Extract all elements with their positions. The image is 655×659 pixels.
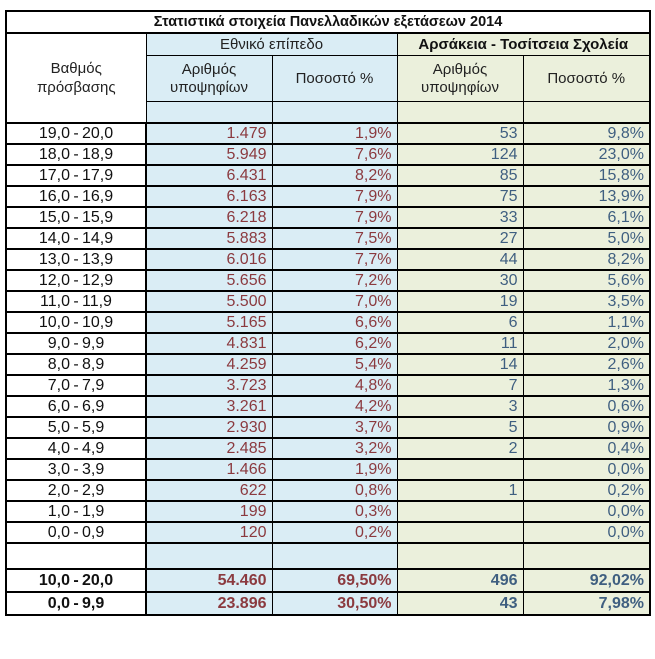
- range-separator: -: [73, 124, 79, 142]
- national-percent-cell: 7,9%: [272, 186, 397, 207]
- schools-count-cell: 43: [397, 592, 523, 615]
- range-separator: -: [73, 523, 79, 541]
- range-to: 20,0: [82, 124, 114, 142]
- schools-percent-cell: 15,8%: [523, 165, 650, 186]
- schools-percent-header: Ποσοστό %: [523, 56, 650, 102]
- table-row: [6, 312, 650, 333]
- schools-count-cell: 44: [397, 249, 523, 270]
- grade-range-cell: [6, 207, 146, 228]
- national-count-cell: 5.883: [146, 228, 272, 249]
- schools-count-cell: 2: [397, 438, 523, 459]
- range-to: 20,0: [82, 571, 114, 589]
- schools-header: Αρσάκεια - Τοσίτσεια Σχολεία: [397, 33, 650, 56]
- range-separator: -: [73, 187, 79, 205]
- range-separator: -: [73, 397, 79, 415]
- range-from: 19,0: [38, 124, 70, 142]
- summary-row: [6, 592, 650, 615]
- schools-percent-cell: 0,6%: [523, 396, 650, 417]
- schools-percent-cell: 5,6%: [523, 270, 650, 291]
- range-to: 6,9: [82, 397, 105, 415]
- range-from: 16,0: [38, 187, 70, 205]
- grade-range: [14, 251, 138, 269]
- national-percent-cell: 8,2%: [272, 165, 397, 186]
- spacer-cell: [523, 543, 650, 569]
- national-count-cell: 6.163: [146, 186, 272, 207]
- schools-count-cell: 30: [397, 270, 523, 291]
- range-separator: -: [73, 229, 79, 247]
- schools-percent-cell: 0,9%: [523, 417, 650, 438]
- national-count-cell: 1.466: [146, 459, 272, 480]
- grade-range-cell: [6, 592, 146, 615]
- table-row: [6, 375, 650, 396]
- empty-cell: [397, 102, 523, 124]
- range-separator: -: [73, 376, 79, 394]
- national-percent-cell: 3,2%: [272, 438, 397, 459]
- range-to: 17,9: [82, 166, 114, 184]
- range-from: 12,0: [38, 271, 70, 289]
- table-row: [6, 165, 650, 186]
- grade-range: [14, 377, 138, 395]
- grade-range: [14, 293, 138, 311]
- range-to: 16,9: [82, 187, 114, 205]
- national-percent-cell: 7,5%: [272, 228, 397, 249]
- schools-count-cell: 14: [397, 354, 523, 375]
- range-separator: -: [73, 355, 79, 373]
- range-to: 4,9: [82, 439, 105, 457]
- national-percent-cell: 0,2%: [272, 522, 397, 543]
- schools-percent-cell: 0,0%: [523, 522, 650, 543]
- range-from: 8,0: [47, 355, 70, 373]
- national-percent-cell: 3,7%: [272, 417, 397, 438]
- range-to: 11,9: [82, 292, 112, 310]
- spacer-cell: [272, 543, 397, 569]
- schools-percent-cell: 0,0%: [523, 459, 650, 480]
- range-from: 2,0: [47, 481, 70, 499]
- grade-range-cell: [6, 228, 146, 249]
- range-to: 8,9: [82, 355, 105, 373]
- table-row: [6, 123, 650, 144]
- range-from: 1,0: [47, 502, 70, 520]
- national-percent-cell: 30,50%: [272, 592, 397, 615]
- exam-statistics-table: [5, 10, 651, 616]
- spacer-row: [6, 543, 650, 569]
- national-percent-cell: 5,4%: [272, 354, 397, 375]
- grade-range-cell: [6, 417, 146, 438]
- range-from: 10,0: [38, 313, 70, 331]
- grade-range-cell: [6, 569, 146, 592]
- national-count-cell: 3.261: [146, 396, 272, 417]
- table-row: [6, 270, 650, 291]
- range-from: 18,0: [38, 145, 70, 163]
- schools-count-cell: [397, 522, 523, 543]
- schools-percent-cell: 1,3%: [523, 375, 650, 396]
- range-from: 13,0: [38, 250, 70, 268]
- range-to: 13,9: [82, 250, 114, 268]
- table-row: [6, 249, 650, 270]
- grade-range-cell: [6, 186, 146, 207]
- schools-count-cell: 33: [397, 207, 523, 228]
- schools-count-cell: 85: [397, 165, 523, 186]
- range-to: 3,9: [82, 460, 105, 478]
- national-count-cell: 5.500: [146, 291, 272, 312]
- national-count-cell: 4.831: [146, 333, 272, 354]
- grade-range: [14, 146, 138, 164]
- grade-range-cell: [6, 375, 146, 396]
- schools-count-cell: 6: [397, 312, 523, 333]
- schools-percent-cell: 23,0%: [523, 144, 650, 165]
- spacer-cell: [146, 543, 272, 569]
- range-separator: -: [73, 271, 79, 289]
- range-separator: -: [73, 145, 79, 163]
- schools-percent-cell: 2,0%: [523, 333, 650, 354]
- grade-range: [14, 167, 138, 185]
- schools-count-cell: 5: [397, 417, 523, 438]
- grade-range: [14, 524, 138, 542]
- grade-header: [6, 33, 146, 123]
- range-separator: -: [73, 334, 79, 352]
- schools-count-cell: 7: [397, 375, 523, 396]
- national-count-cell: 6.431: [146, 165, 272, 186]
- national-percent-cell: 0,8%: [272, 480, 397, 501]
- national-percent-cell: 6,6%: [272, 312, 397, 333]
- national-percent-cell: 0,3%: [272, 501, 397, 522]
- range-from: 15,0: [38, 208, 70, 226]
- range-separator: -: [73, 208, 79, 226]
- range-to: 18,9: [82, 145, 114, 163]
- schools-count-cell: 75: [397, 186, 523, 207]
- table-row: [6, 144, 650, 165]
- group-header-row: [6, 33, 650, 56]
- range-to: 9,9: [82, 594, 105, 612]
- national-count-cell: 4.259: [146, 354, 272, 375]
- national-percent-cell: 7,9%: [272, 207, 397, 228]
- table-row: [6, 207, 650, 228]
- statistics-table-container: [5, 10, 651, 616]
- range-separator: -: [73, 166, 79, 184]
- grade-range: [14, 595, 138, 613]
- schools-percent-cell: 0,0%: [523, 501, 650, 522]
- national-count-cell: 120: [146, 522, 272, 543]
- range-from: 14,0: [38, 229, 70, 247]
- grade-range: [14, 461, 138, 479]
- national-count-cell: 2.485: [146, 438, 272, 459]
- national-percent-cell: 7,6%: [272, 144, 397, 165]
- grade-range: [14, 440, 138, 458]
- range-from: 4,0: [47, 439, 70, 457]
- grade-range: [14, 503, 138, 521]
- table-row: [6, 291, 650, 312]
- grade-range: [14, 356, 138, 374]
- grade-range: [14, 272, 138, 290]
- grade-range-cell: [6, 438, 146, 459]
- schools-count-cell: 19: [397, 291, 523, 312]
- national-percent-cell: 69,50%: [272, 569, 397, 592]
- national-count-cell: 3.723: [146, 375, 272, 396]
- range-from: 0,0: [47, 594, 70, 612]
- grade-range-cell: [6, 249, 146, 270]
- range-separator: -: [73, 594, 79, 612]
- grade-range-cell: [6, 123, 146, 144]
- range-separator: -: [73, 460, 79, 478]
- range-to: 15,9: [82, 208, 114, 226]
- schools-percent-cell: 3,5%: [523, 291, 650, 312]
- grade-header-label: Βαθμός πρόσβασης: [36, 60, 116, 96]
- range-from: 0,0: [47, 523, 70, 541]
- national-percent-cell: 1,9%: [272, 459, 397, 480]
- national-level-header: Εθνικό επίπεδο: [146, 33, 397, 56]
- range-separator: -: [73, 481, 79, 499]
- table-row: [6, 480, 650, 501]
- national-count-cell: 5.656: [146, 270, 272, 291]
- range-separator: -: [73, 313, 79, 331]
- schools-count-cell: [397, 459, 523, 480]
- range-separator: -: [73, 571, 79, 589]
- schools-count-cell: 1: [397, 480, 523, 501]
- grade-range: [14, 482, 138, 500]
- table-row: [6, 228, 650, 249]
- grade-range: [14, 335, 138, 353]
- national-count-cell: 1.479: [146, 123, 272, 144]
- national-percent-cell: 7,7%: [272, 249, 397, 270]
- schools-count-cell: 53: [397, 123, 523, 144]
- range-to: 12,9: [82, 271, 114, 289]
- schools-percent-cell: 92,02%: [523, 569, 650, 592]
- grade-range: [14, 419, 138, 437]
- range-from: 7,0: [47, 376, 70, 394]
- schools-count-cell: 496: [397, 569, 523, 592]
- schools-percent-cell: 8,2%: [523, 249, 650, 270]
- range-separator: -: [73, 418, 79, 436]
- grade-range-cell: [6, 459, 146, 480]
- empty-cell: [523, 102, 650, 124]
- grade-range: [14, 572, 138, 590]
- spacer-cell: [397, 543, 523, 569]
- national-percent-cell: 6,2%: [272, 333, 397, 354]
- range-from: 6,0: [47, 397, 70, 415]
- range-from: 10,0: [38, 571, 70, 589]
- grade-range: [14, 209, 138, 227]
- range-to: 10,9: [82, 313, 114, 331]
- national-count-cell: 199: [146, 501, 272, 522]
- summary-row: [6, 569, 650, 592]
- national-count-cell: 54.460: [146, 569, 272, 592]
- table-title: Στατιστικά στοιχεία Πανελλαδικών εξετάσεων 2014: [6, 11, 650, 33]
- national-percent-cell: 7,0%: [272, 291, 397, 312]
- national-percent-cell: 4,2%: [272, 396, 397, 417]
- grade-range-cell: [6, 354, 146, 375]
- grade-range-cell: [6, 396, 146, 417]
- national-percent-cell: 7,2%: [272, 270, 397, 291]
- grade-range-cell: [6, 333, 146, 354]
- national-percent-cell: 1,9%: [272, 123, 397, 144]
- grade-range: [14, 314, 138, 332]
- national-percent-header: Ποσοστό %: [272, 56, 397, 102]
- grade-range-cell: [6, 312, 146, 333]
- range-separator: -: [73, 439, 79, 457]
- schools-count-cell: 124: [397, 144, 523, 165]
- range-from: 9,0: [47, 334, 70, 352]
- national-count-header: Αριθμός υποψηφίων: [146, 56, 272, 102]
- range-to: 7,9: [82, 376, 105, 394]
- schools-count-cell: 27: [397, 228, 523, 249]
- national-count-cell: 5.165: [146, 312, 272, 333]
- range-from: 3,0: [47, 460, 70, 478]
- range-from: 17,0: [38, 166, 70, 184]
- national-count-cell: 2.930: [146, 417, 272, 438]
- schools-percent-cell: 2,6%: [523, 354, 650, 375]
- schools-percent-cell: 0,4%: [523, 438, 650, 459]
- range-to: 14,9: [82, 229, 114, 247]
- table-row: [6, 333, 650, 354]
- empty-cell: [146, 102, 272, 124]
- schools-percent-cell: 5,0%: [523, 228, 650, 249]
- title-row: [6, 11, 650, 33]
- schools-percent-cell: 1,1%: [523, 312, 650, 333]
- table-row: [6, 438, 650, 459]
- range-from: 5,0: [47, 418, 70, 436]
- grade-range: [14, 230, 138, 248]
- range-to: 1,9: [82, 502, 105, 520]
- range-to: 5,9: [82, 418, 105, 436]
- schools-percent-cell: 9,8%: [523, 123, 650, 144]
- range-separator: -: [73, 502, 79, 520]
- range-to: 9,9: [82, 334, 105, 352]
- national-percent-cell: 4,8%: [272, 375, 397, 396]
- grade-range: [14, 125, 138, 143]
- range-to: 2,9: [82, 481, 105, 499]
- schools-count-cell: [397, 501, 523, 522]
- range-to: 0,9: [82, 523, 105, 541]
- table-row: [6, 459, 650, 480]
- grade-range-cell: [6, 522, 146, 543]
- grade-range-cell: [6, 480, 146, 501]
- schools-count-cell: 3: [397, 396, 523, 417]
- table-row: [6, 354, 650, 375]
- empty-cell: [272, 102, 397, 124]
- range-separator: -: [73, 250, 79, 268]
- table-row: [6, 417, 650, 438]
- schools-count-header: Αριθμός υποψηφίων: [397, 56, 523, 102]
- schools-percent-cell: 6,1%: [523, 207, 650, 228]
- grade-range-cell: [6, 270, 146, 291]
- table-row: [6, 396, 650, 417]
- grade-range-cell: [6, 291, 146, 312]
- grade-range-cell: [6, 501, 146, 522]
- schools-percent-cell: 0,2%: [523, 480, 650, 501]
- table-row: [6, 522, 650, 543]
- spacer-cell: [6, 543, 146, 569]
- national-count-cell: 6.016: [146, 249, 272, 270]
- national-count-cell: 23.896: [146, 592, 272, 615]
- grade-range: [14, 188, 138, 206]
- grade-range-cell: [6, 144, 146, 165]
- table-row: [6, 186, 650, 207]
- table-row: [6, 501, 650, 522]
- schools-percent-cell: 13,9%: [523, 186, 650, 207]
- range-from: 11,0: [40, 292, 70, 310]
- schools-percent-cell: 7,98%: [523, 592, 650, 615]
- schools-count-cell: 11: [397, 333, 523, 354]
- national-count-cell: 5.949: [146, 144, 272, 165]
- national-count-cell: 6.218: [146, 207, 272, 228]
- grade-range-cell: [6, 165, 146, 186]
- grade-range: [14, 398, 138, 416]
- range-separator: -: [73, 292, 79, 310]
- national-count-cell: 622: [146, 480, 272, 501]
